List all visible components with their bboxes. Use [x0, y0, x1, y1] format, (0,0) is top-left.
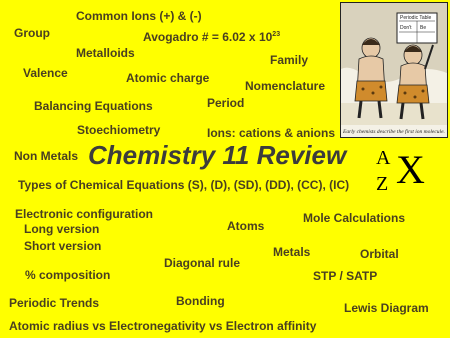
element-symbol: X — [396, 147, 425, 192]
term-atomic-radius: Atomic radius vs Electronegativity vs Electron affinity — [9, 319, 317, 333]
term-stp-satp: STP / SATP — [313, 269, 378, 283]
sign-word-2: Be — [420, 25, 427, 31]
term-atomic-charge: Atomic charge — [126, 71, 210, 85]
term-common-ions: Common Ions (+) & (-) — [76, 9, 202, 23]
nuclide-notation — [374, 144, 434, 198]
avogadro-text: Avogadro # = 6.02 x 10 — [143, 30, 273, 44]
term-nomenclature: Nomenclature — [245, 79, 326, 93]
atomic-number-symbol: Z — [376, 173, 389, 195]
term-bonding: Bonding — [176, 294, 225, 308]
term-atoms: Atoms — [227, 219, 265, 233]
term-periodic-trends: Periodic Trends — [9, 296, 100, 310]
term-diagonal-rule: Diagonal rule — [164, 256, 241, 270]
term-lewis-diagram: Lewis Diagram — [344, 301, 429, 315]
page-title: Chemistry 11 Review — [88, 140, 347, 170]
term-ions: Ions: cations & anions — [207, 126, 336, 140]
term-electron-configuration: Electronic configuration — [15, 207, 154, 221]
term-avogadro — [143, 28, 280, 44]
term-types-of-equations: Types of Chemical Equations (S), (D), (SD), (DD), (CC), (IC) — [18, 178, 350, 192]
term-metals: Metals — [273, 245, 311, 259]
term-orbital: Orbital — [360, 247, 399, 261]
sign-word-1: Don't — [400, 25, 412, 31]
term-period: Period — [207, 96, 245, 110]
term-percent-composition: % composition — [25, 268, 111, 282]
term-group: Group — [14, 26, 50, 40]
cartoon-caption: Early chemists describe the first ion molecule. — [343, 129, 445, 135]
cartoon-image — [340, 2, 448, 138]
avogadro-exponent: 23 — [272, 31, 281, 38]
mass-number-symbol: A — [376, 147, 391, 169]
term-mole-calculations: Mole Calculations — [303, 211, 406, 225]
sign-title: Periodic Table — [400, 15, 432, 21]
cartoon-drawing — [341, 3, 447, 137]
term-balancing-equations: Balancing Equations — [34, 99, 153, 113]
term-family: Family — [270, 53, 309, 67]
term-stoichiometry: Stoechiometry — [77, 123, 161, 137]
term-non-metals: Non Metals — [14, 149, 79, 163]
term-long-version: Long version — [24, 222, 100, 236]
term-short-version: Short version — [24, 239, 102, 253]
term-valence: Valence — [23, 66, 68, 80]
term-metalloids: Metalloids — [76, 46, 135, 60]
